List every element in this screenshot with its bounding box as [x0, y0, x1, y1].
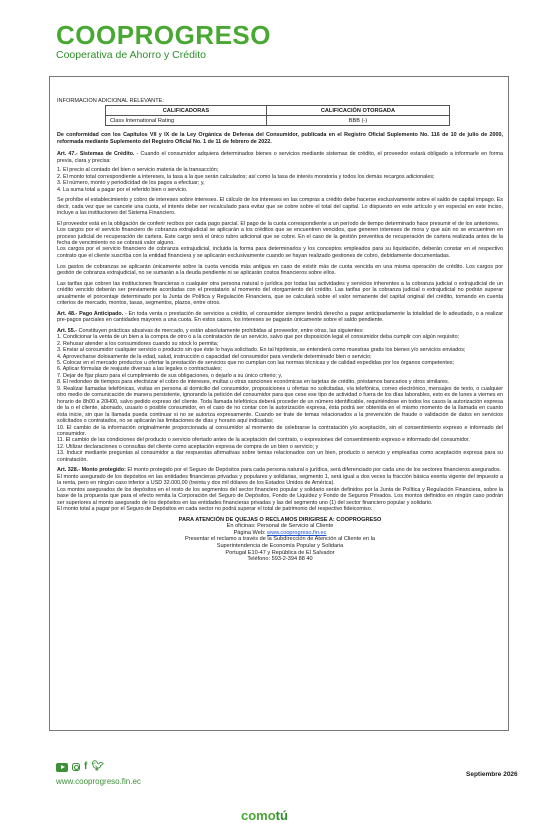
column-header: CALIFICADORAS [106, 106, 267, 116]
footer-website[interactable]: www.cooprogreso.fin.ec [56, 777, 141, 786]
document-body [57, 98, 503, 563]
article-47-list [57, 167, 503, 193]
list-item: 8. El redondeo de tiempos para efectivizar el cobro de intereses, multas u otras sanciones económicas en tarjetas de crédito, préstamos bancarios y otros similares. [57, 379, 450, 386]
list-item: 2. El monto total correspondiente a intereses, la tasa a la que serán calculados; así como la tasa de interés moratoria y todos los demás recargos adicionales; [57, 173, 435, 180]
list-item: 3. Enviar al consumidor cualquier servicio o producto sin que éste lo haya solicitado. En tal hipótesis, se entenderá como muestras gratis los bienes y/o servicios enviados; [57, 347, 466, 354]
paragraph: Los cargos por el servicio financiero de cobranza extrajudicial, incluida la forma para determinarlos y los conceptos empleados para su liquidación, deberán constar en el respectivo contrato que el cliente suscriba con la entidad financiera y se aplicarán exclusivamente cuando se hayan realizado gestiones de cobro, debidamente documentadas. [57, 246, 503, 259]
article-title: Art. 55.- [57, 327, 78, 334]
article-title: Art. 47.- Sistemas de Crédito. [57, 151, 135, 158]
rater-cell: Class International Rating [106, 116, 267, 126]
ratings-table [105, 105, 450, 126]
list-item: 1. Condicionar la venta de un bien a la compra de otro o a la contratación de un servicio, salvo que por disposición legal el consumidor deba cumplir con algún requisito; [57, 334, 460, 341]
rating-cell: BBB (-) [266, 116, 449, 126]
complaints-web [57, 530, 503, 537]
article-328 [57, 467, 503, 473]
facebook-icon[interactable]: f [84, 761, 88, 772]
paragraph: Los cargos por el servicio financiero de cobranza extrajudicial se aplicarán a los créditos que se encuentren vencidos, que generen intereses de mora y que aún no se encuentren en proceso judicial de recuperación de cartera. Este cargo será el único rubro adicional que se cobre. En el caso de la gestión preventiva de recuperación de cartera realizada antes de la fecha de vencimiento no se cobrará valor alguno. [57, 227, 503, 246]
table-row [106, 116, 450, 126]
list-item: 9. Realizar llamadas telefónicas, visitas en persona al domicilio del consumidor, proposiciones u ofertas no solicitadas, vía telefónica, correo electrónico, mensajes de texto, o cualquier otro medio de comunicación de manera persistente, ignorando la petición del consumidor para que cese ese tipo de actividad o fuera de los días laborables, esto es de lunes a viernes en horario de 8h00 a 20H00, salvo pedido expreso del cliente. Toda llamada telefónica deberá proceder de un número identificable, requiriéndose en todos los casos la autorización expresa de la o el cliente, abonado, usuario o posible consumidor, en el caso de no contar con la autorización expresa, ésta podrá ser obtenida en el mismo momento de la llamada en cuanto ésta inicie, sin que la llamada pueda continuar si no se autoriza expresamente. Cuando se trate de temas relacionados a la prevención de fraude o validación de datos en servicios solicitados o contratados, no se aplicarán las limitaciones de días y horario aquí indicadas; [57, 385, 503, 425]
article-text: - Cuando el consumidor adquiera determinados bienes o servicios mediante sistemas de crédito, el proveedor estará obligado a informarle en forma previa, clara y precisa: [57, 151, 503, 164]
paragraph: Se prohíbe el establecimiento y cobro de intereses sobre intereses. El cálculo de los intereses en las compras a crédito debe hacerse exclusivamente sobre el saldo de capital impago. Es decir, cada vez que se cancele una cuota, el interés debe ser recalculado para evitar que se cobre sobre el total del capital. Lo dispuesto en este artículo y en especial en este inciso, incluye a las instituciones del Sistema Financiero. [57, 197, 503, 216]
info-label: INFORMACION ADICIONAL RELEVANTE: [57, 98, 164, 104]
paragraph: Las tarifas que cobren las instituciones financieras o cualquier otra persona natural o jurídica por todas las actividades y servicios inherentes a la cobranza judicial o extrajudicial de un crédito vencido deberán ser previamente acordadas con el prestatario al momento del otorgamiento del crédito. Las tarifas por la cobranza judicial o extrajudicial no podrán superar anualmente el porcentaje determinado por la Junta de Política y Regulación Financiera, que se calculará sobre el valor remanente del capital original del crédito, tomando en cuenta criterios de mercado, montos, tasas, segmentos, plazos, entre otros. [57, 280, 503, 306]
paragraph: El monto total a pagar por el Seguro de Depósitos en cada sector no podrá superar el total de patrimonio del respectivo fideicomiso. [57, 505, 373, 512]
list-item: 6. Aplicar fórmulas de reajuste diversas a las legales o contractuales; [57, 366, 223, 373]
table-header-row [106, 106, 450, 116]
article-47 [57, 151, 503, 164]
complaints-line: Portugal E10-47 y República de El Salvador [225, 549, 335, 556]
article-48 [57, 311, 503, 324]
list-item: 13. Inducir mediante preguntas al consumidor a dar respuestas afirmativas sobre temas relacionados con un bien, producto o servicio y emplearlas como aceptación expresa para su contratación. [57, 450, 503, 463]
list-item: 4. Aprovecharse dolosamente de la edad, salud, instrucción o capacidad del consumidor para venderle determinado bien o servicio; [57, 353, 372, 360]
legal-intro: De conformidad con los Capítulos VII y IX de la Ley Orgánica de Defensa del Consumidor, publicada en el Registro Oficial Suplemento No. 116 de 10 de julio de 2000, reformada mediante Suplemento del Registro Oficial No. 1 de 11 de febrero de 2022. [57, 132, 503, 145]
list-item: 10. El cambio de la información originalmente proporcionada al consumidor al momento de celebrarse la contratación y/o aceptación, sin el consentimiento expreso e informado del consumidor. [57, 424, 503, 437]
web-prefix: Página Web: [233, 529, 268, 536]
complaints-line: Teléfono: 593-2-394 88 40 [247, 556, 313, 563]
twitter-icon[interactable]: 🐦︎ [91, 761, 105, 772]
complaints-line: Superintendencia de Economía Popular y Solidaria [216, 542, 344, 549]
complaints-line: Presentar el reclamo a través de la Subdirección de Atención al Cliente en la [185, 536, 375, 543]
article-text: Constituyen prácticas abusivas de mercado, y están absolutamente prohibidas al proveedor, entre otras, las siguientes: [77, 327, 364, 334]
list-item: 12. Utilizar declaraciones o consultas del cliente como aceptación expresa de compra de un bien o servicio; y [57, 443, 319, 450]
slogan-tu: tú [275, 808, 288, 823]
list-item: 1. El precio al contado del bien o servicio materia de la transacción; [57, 167, 219, 174]
brand-logo [56, 22, 271, 61]
paragraph: El monto asegurado de los depósitos en las entidades financieras privadas y populares y solidarias, segmento 1, será igual a dos veces la fracción básica exenta vigente del impuesto a la renta, pero en ningún caso inferior a USD 32.000,00 (treinta y dos mil dólares de los Estados Unidos de América). [57, 473, 503, 487]
article-text: - En toda venta o prestación de servicios a crédito, el consumidor siempre tendrá derecho a pagar anticipadamente la totalidad de lo adeudado, o a realizar pre-pagos parciales en cantidades mayores a una cuota. En estos casos, los intereses se pagarán únicamente sobre el saldo pendiente. [57, 310, 503, 324]
social-links [56, 762, 104, 772]
article-55-list [57, 334, 503, 463]
list-item: 7. Dejar de fijar plazo para el cumplimiento de sus obligaciones, o dejarlo a su único criterio; y, [57, 372, 283, 379]
slogan-como: como [241, 808, 276, 823]
complaints-line: En oficinas: Personal de Servicio al Cliente [226, 523, 334, 530]
website-link[interactable]: www.cooprogreso.fin.ec [267, 529, 327, 536]
brand-name: COOPROGRESO [56, 20, 271, 50]
complaints-box [57, 517, 503, 563]
article-title: Art. 328.- Monto protegido: [57, 467, 126, 474]
list-item: 4. La suma total a pagar por el referido bien o servicio. [57, 186, 188, 193]
list-item: 5. Colocar en el mercado productos u ofertar la prestación de servicios que no cumplan con las normas técnicas y de calidad expedidas por los órganos competentes; [57, 359, 455, 366]
brand-tagline: Cooperativa de Ahorro y Crédito [56, 49, 206, 61]
list-item: 2. Rehusar atender a los consumidores cuando su stock lo permita; [57, 340, 219, 347]
article-text: El monto protegido por el Seguro de Depósitos para cada persona natural o jurídica, será diferenciado por cada uno de los sectores financieros asegurados. [125, 467, 502, 474]
article-title: Art. 48.- Pago Anticipado. [57, 310, 124, 317]
column-header: CALIFICACIÓN OTORGADA [266, 106, 449, 116]
paragraph: Los gastos de cobranzas se aplicarán únicamente sobre la cuota vencida más antigua en caso de existir más de cuota vencida en una misma operación de crédito. Los cargos por gestión de cobranza extrajudicial, no se sumarán a la deuda pendiente ni se aplicarán costos financieros sobre ellos. [57, 263, 503, 276]
list-item: 11. El cambio de las condiciones del producto o servicio ofertado antes de la aceptación del contrato, o expresiones del consentimiento expreso e informado del consumidor. [57, 437, 470, 444]
complaints-title: PARA ATENCIÓN DE QUEJAS O RECLAMOS DIRIGIRSE A: COOPROGRESO [178, 516, 382, 523]
youtube-icon[interactable] [56, 763, 68, 772]
list-item: 3. El número, monto y periodicidad de los pagos a efectuar; y, [57, 180, 205, 187]
document-date: Septiembre 2026 [466, 771, 518, 778]
instagram-icon[interactable] [72, 763, 80, 771]
paragraph: El proveedor está en la obligación de conferir recibos por cada pago parcial. El pago de la cuota correspondiente a un período de tiempo determinado hace presumir el de los anteriores. [57, 220, 500, 227]
paragraph: Los montos asegurados de los depósitos en el resto de los segmentos del sector financiero popular y solidario serán definidos por la Junta de Política y Regulación Financiera, sobre la base de la propuesta que para el efecto remita la Corporación del Seguro de Depósitos, Fondo de Liquidez y Fondo de Seguros Privados. Los montos definidos en ningún caso podrán ser superiores al monto asegurado de los depósitos en las entidades financieras privadas y las del segmento uno (1) del sector financiero popular y solidario. [57, 486, 503, 506]
slogan-logo [241, 808, 288, 823]
